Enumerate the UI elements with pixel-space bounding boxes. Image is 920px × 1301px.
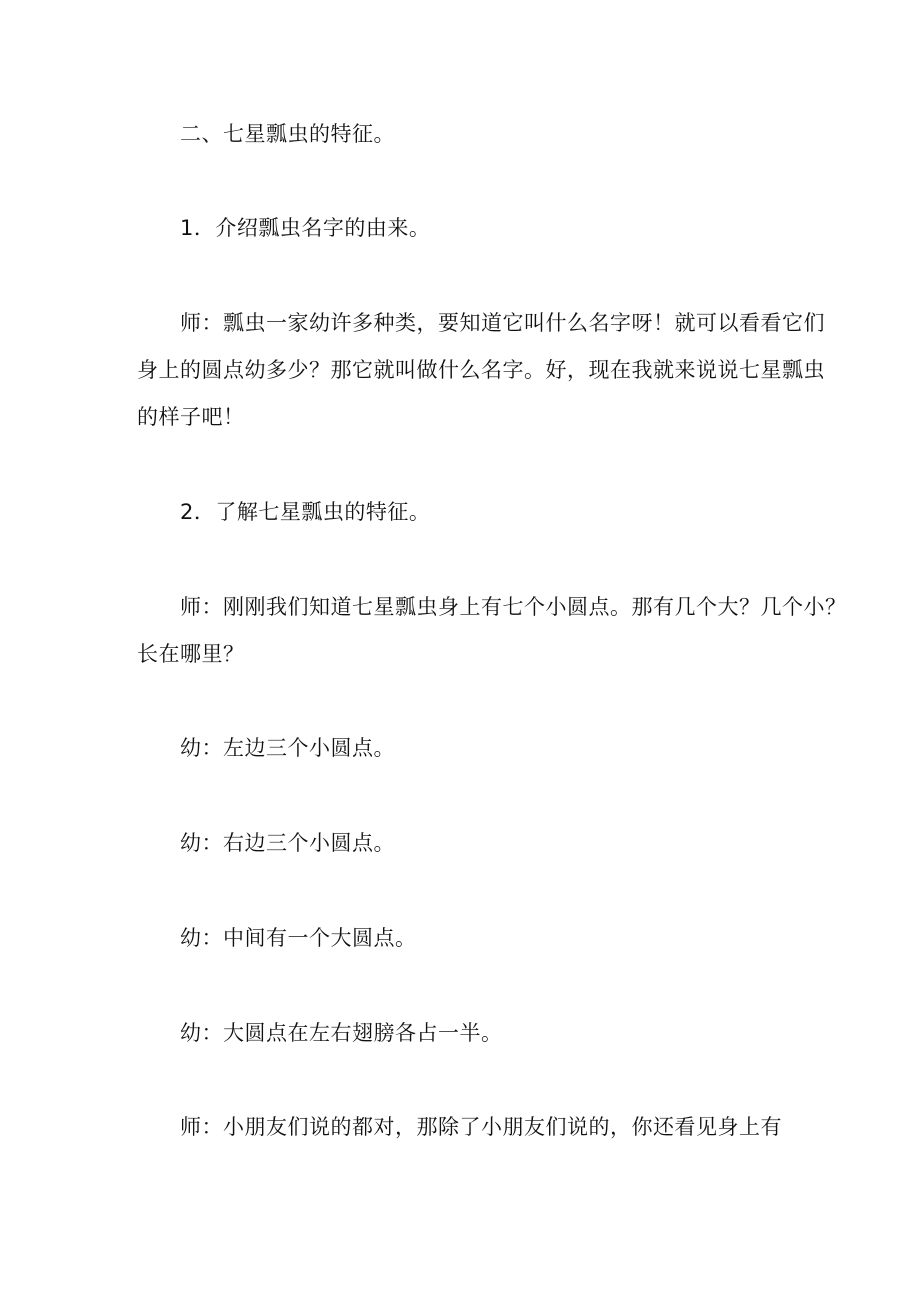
paragraph-line: 师：刚刚我们知道七星瓢虫身上有七个小圆点。那有几个大？几个小？ <box>180 595 847 619</box>
section-heading: 二、七星瓢虫的特征。 <box>180 122 395 146</box>
subsection-heading-1: 1．介绍瓢虫名字的由来。 <box>180 216 431 240</box>
paragraph-line: 幼：右边三个小圆点。 <box>180 831 395 855</box>
paragraph-line: 幼：左边三个小圆点。 <box>180 736 395 760</box>
paragraph-line: 师：瓢虫一家幼许多种类，要知道它叫什么名字呀！就可以看看它们 <box>180 311 825 335</box>
paragraph-line: 身上的圆点幼多少？那它就叫做什么名字。好，现在我就来说说七星瓢虫 <box>137 358 825 382</box>
paragraph-line: 师：小朋友们说的都对，那除了小朋友们说的，你还看见身上有 <box>180 1115 782 1139</box>
paragraph-line: 长在哪里？ <box>137 642 245 666</box>
subsection-heading-2: 2．了解七星瓢虫的特征。 <box>180 500 431 524</box>
paragraph-line: 幼：中间有一个大圆点。 <box>180 926 417 950</box>
paragraph-line: 幼：大圆点在左右翅膀各占一半。 <box>180 1021 503 1045</box>
paragraph-line: 的样子吧！ <box>137 405 245 429</box>
